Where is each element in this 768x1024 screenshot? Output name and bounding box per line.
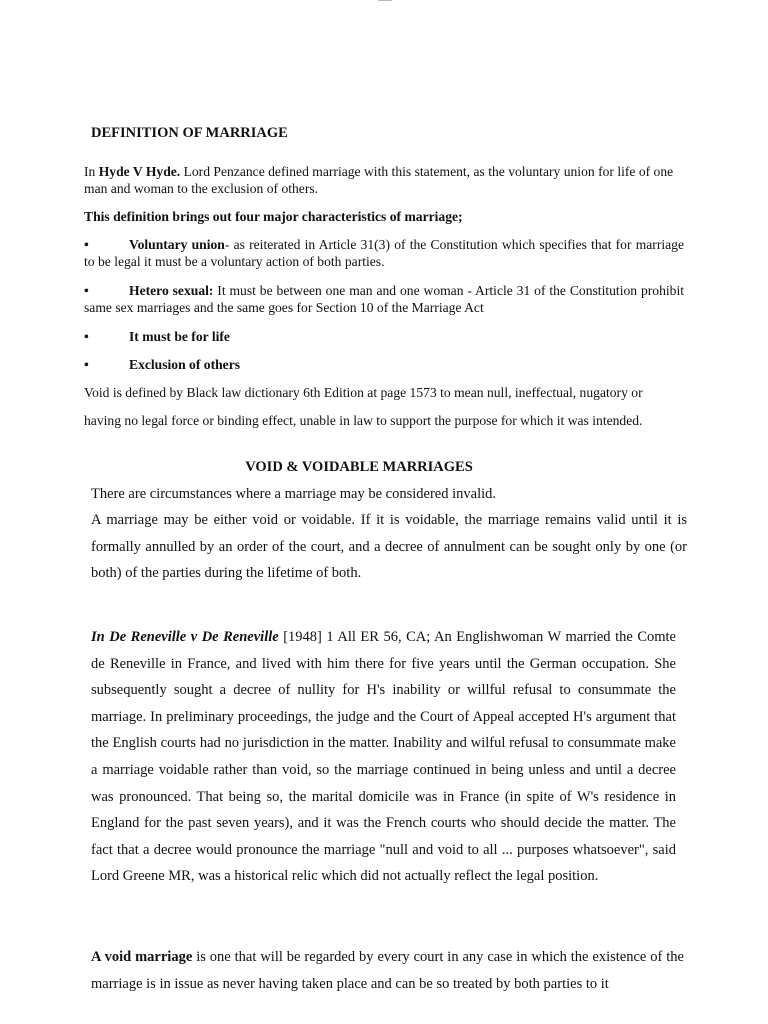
bullet-term: It must be for life [129,329,230,344]
bullet-marker: • [84,283,89,298]
top-edge-mark [378,0,392,1]
heading-void-voidable-marriages: VOID & VOIDABLE MARRIAGES [245,459,473,475]
void-definition-line: having no legal force or binding effect, unable in law to support the purpose for which it was intended. [84,413,643,428]
bullet-term: Hetero sexual: [129,283,214,298]
void-or-voidable-paragraph: A marriage may be either void or voidable. If it is voidable, the marriage remains valid until it is formally annulled by an order of the court, and a decree of annulment can be sought only by one (or both) of the parties during the lifetime of both. [91,512,687,582]
bullet-body [84,356,684,373]
bullet-body [84,282,684,316]
bullet-item [84,236,684,270]
bullet-term: Exclusion of others [129,357,241,372]
bullet-marker: • [84,357,89,372]
bullet-item [84,282,684,316]
characteristics-intro: This definition brings out four major characteristics of marriage; [84,209,463,224]
bullet-item [84,328,684,345]
bullet-marker: • [84,237,89,252]
case-hyde-v-hyde: Hyde V Hyde. [98,164,181,179]
bullet-body [84,236,684,270]
void-marriage-paragraph [91,944,684,997]
void-marriage-text: is one that will be regarded by every court in any case in which the existence of the marriage is in issue as never having taken place and can be so treated by both parties to it [91,949,684,992]
bullet-term: Voluntary union [129,237,225,252]
bullet-text: - as reiterated in Article 31(3) of the Constitution which specifies that for marriage to be legal it must be a voluntary action of both parties. [84,237,685,269]
de-reneville-case-paragraph [91,624,676,890]
case-text: [1948] 1 All ER 56, CA; An Englishwoman W married the Comte de Reneville in France, and lived with him there for five years until the German occupation. She subsequently sought a decree of nullity for H's inability or willful refusal to consummate the marriage. In preliminary proceedings, the judge and the Court of Appeal accepted H's argument that the English courts had no jurisdiction in the matter. Inability and wilful refusal to consummate make a marriage voidable rather than void, so the marriage continued in being unless and until a decree was pronounced. That being so, the marital domicile was in France (in spite of W's residence in England for the past seven years), and it was the French courts who should decide the matter. The fact that a decree would pronounce the marriage "null and void to all ... purposes whatsoever", said Lord Greene MR, was a historical relic which did not actually reflect the legal position. [91,629,676,885]
bullet-body [84,328,684,345]
heading-definition-of-marriage: DEFINITION OF MARRIAGE [91,125,288,141]
intro-paragraph [84,163,684,197]
void-definition-line: Void is defined by Black law dictionary 6th Edition at page 1573 to mean null, ineffectual, nugatory or [84,385,643,400]
bullet-text: It must be between one man and one woman - Article 31 of the Constitution prohibit same sex marriages and the same goes for Section 10 of the Marriage Act [84,283,684,315]
intro-rest: Lord Penzance defined marriage with this statement, as the voluntary union for life of one man and woman to the exclusion of others. [84,164,674,196]
case-de-reneville: In De Reneville v De Reneville [91,629,279,645]
void-marriage-term: A void marriage [91,949,193,965]
bullet-marker: • [84,329,89,344]
bullet-item [84,356,684,373]
invalid-circumstances-paragraph: There are circumstances where a marriage may be considered invalid. [91,486,496,502]
intro-prefix: In [84,164,99,179]
